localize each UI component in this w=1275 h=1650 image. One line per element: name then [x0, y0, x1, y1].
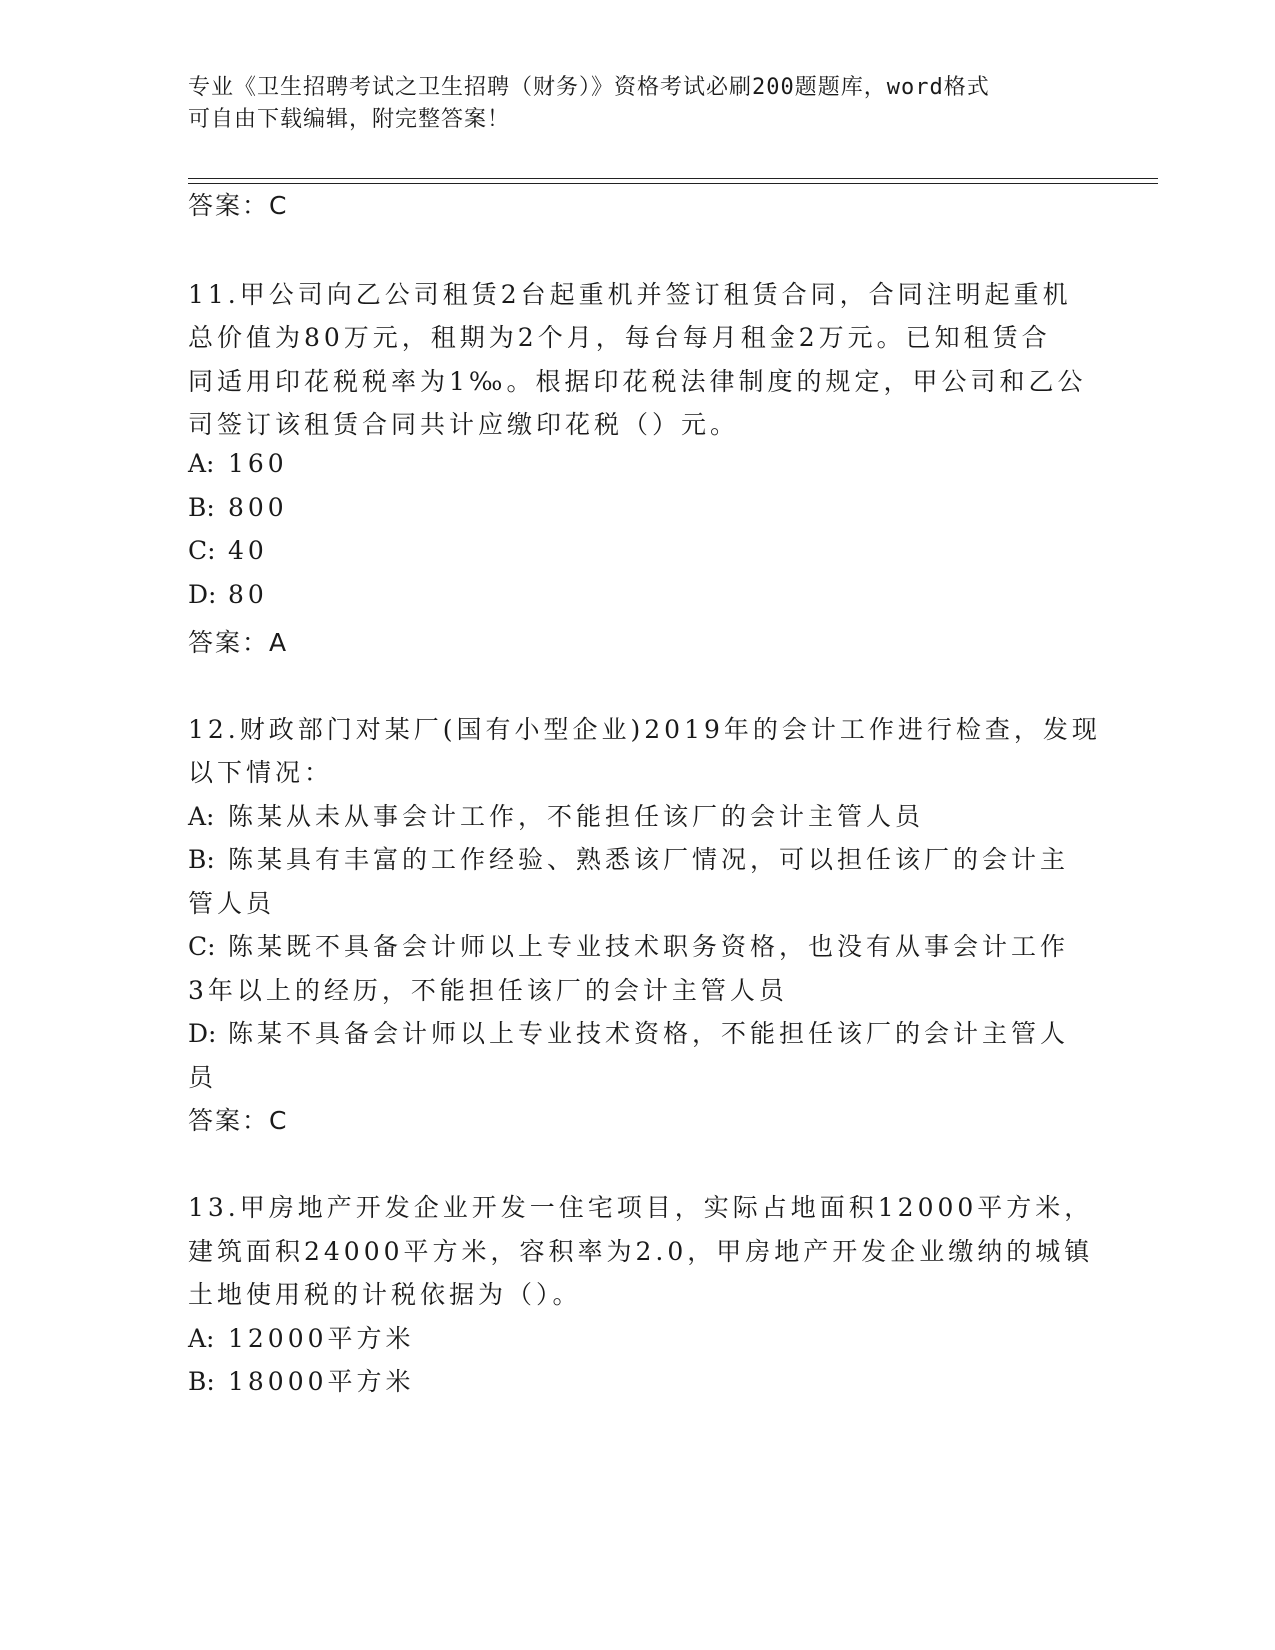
- header-rule-bottom: [188, 183, 1158, 184]
- option-label: C:: [188, 536, 216, 565]
- q12-option-b: [188, 840, 1069, 876]
- q11-answer: 答案：A: [188, 628, 289, 657]
- q12-option-d-cont: 员: [188, 1063, 218, 1092]
- answer-previous: 答案：C: [188, 191, 289, 220]
- q13-option-b: [188, 1362, 415, 1398]
- option-text: 12000平方米: [228, 1324, 415, 1353]
- option-label: B:: [188, 493, 215, 522]
- q12-option-d: [188, 1014, 1069, 1050]
- option-text: 80: [228, 580, 268, 609]
- q12-text-line-2: 以下情况：: [188, 758, 334, 787]
- option-label: A:: [188, 802, 215, 831]
- document-header: [188, 72, 1068, 136]
- header-rule-top: [188, 178, 1158, 179]
- option-label: B:: [188, 845, 215, 874]
- q12-option-b-cont: 管人员: [188, 889, 276, 918]
- q12-option-c: [188, 927, 1069, 963]
- option-label: A:: [188, 449, 215, 478]
- q13-text-line-3: 土地使用税的计税依据为（）。: [188, 1280, 582, 1309]
- option-label: D:: [188, 1019, 217, 1048]
- q12-option-c-cont: 3年以上的经历，不能担任该厂的会计主管人员: [188, 976, 788, 1005]
- option-text: 陈某具有丰富的工作经验、熟悉该厂情况，可以担任该厂的会计主: [228, 845, 1070, 874]
- q11-option-d: [188, 580, 268, 609]
- q11-text-line-3: 同适用印花税税率为1‰。根据印花税法律制度的规定，甲公司和乙公: [188, 367, 1087, 396]
- q13-text-line-2: 建筑面积24000平方米，容积率为2.0，甲房地产开发企业缴纳的城镇: [188, 1237, 1094, 1266]
- q11-text-line-1: 11.甲公司向乙公司租赁2台起重机并签订租赁合同，合同注明起重机: [188, 280, 1072, 309]
- option-label: C:: [188, 932, 216, 961]
- q11-option-b: [188, 493, 288, 522]
- option-label: D:: [188, 580, 217, 609]
- q12-text-line-1: 12.财政部门对某厂(国有小型企业)2019年的会计工作进行检查，发现: [188, 715, 1101, 744]
- option-text: 陈某从未从事会计工作，不能担任该厂的会计主管人员: [228, 802, 925, 831]
- option-text: 800: [228, 493, 288, 522]
- option-text: 陈某既不具备会计师以上专业技术职务资格，也没有从事会计工作: [228, 932, 1070, 961]
- q13-option-a: [188, 1319, 415, 1355]
- option-text: 陈某不具备会计师以上专业技术资格，不能担任该厂的会计主管人: [228, 1019, 1070, 1048]
- header-line-1: 专业《卫生招聘考试之卫生招聘（财务）》资格考试必刷200题题库，word格式: [188, 75, 990, 100]
- q11-text-line-2: 总价值为80万元，租期为2个月，每台每月租金2万元。已知租赁合: [188, 323, 1051, 352]
- q11-option-c: [188, 536, 268, 565]
- option-text: 160: [228, 449, 288, 478]
- option-label: A:: [188, 1324, 215, 1353]
- q13-text-line-1: 13.甲房地产开发企业开发一住宅项目，实际占地面积12000平方米，: [188, 1193, 1094, 1222]
- q11-option-a: [188, 449, 288, 478]
- q12-option-a: [188, 797, 924, 833]
- option-text: 18000平方米: [228, 1367, 415, 1396]
- q11-text-line-4: 司签订该租赁合同共计应缴印花税（）元。: [188, 410, 740, 439]
- option-label: B:: [188, 1367, 215, 1396]
- header-line-2: 可自由下载编辑，附完整答案！: [188, 107, 511, 132]
- option-text: 40: [228, 536, 268, 565]
- q12-answer: 答案：C: [188, 1106, 289, 1135]
